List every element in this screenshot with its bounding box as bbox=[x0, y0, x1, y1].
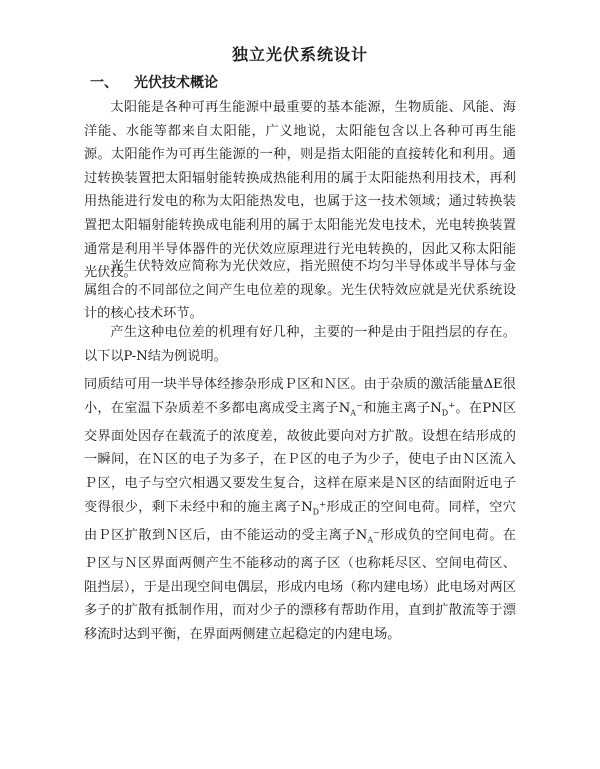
pn-text-d: ⁺形成正的空间电荷。同样，空穴由Ｐ区扩散到Ｎ区后，由不能运动的受主离子N bbox=[84, 499, 516, 543]
document-title: 独立光伏系统设计 bbox=[231, 45, 368, 64]
pn-sub-1: A bbox=[350, 408, 357, 418]
pn-sub-2: D bbox=[441, 408, 449, 418]
section-heading bbox=[90, 72, 218, 92]
pn-sub-3: D bbox=[312, 507, 320, 517]
paragraph-solar-energy: 太阳能是各种可再生能源中最重要的基本能源，生物质能、风能、海洋能、水能等都来自太阳能，广义地说，太阳能包含以上各种可再生能源。太阳能作为可再生能源的一种，则是指太阳能的直接转化和利用。通过转换装置把太阳辐射能转换成热能利用的属于太阳能热利用技术，再利用热能进行发电的称为太阳能热发电，也属于这一技术领域；通过转换装置把太阳辐射能转换成电能利用的属于太阳能光发电技术，光电转换装置通常是利用半导体器件的光伏效应原理进行光电转换的，因此又称太阳能光伏技。 bbox=[84, 100, 516, 281]
paragraph-potential-mechanism: 产生这种电位差的机理有好几种，主要的一种是由于阻挡层的存在。以下以P-N结为例说明。 bbox=[84, 325, 516, 364]
pn-sub-4: A bbox=[367, 535, 374, 545]
paragraph-photovoltaic-effect: 光生伏特效应简称为光伏效应，指光照使不均匀半导体或半导体与金属组合的不同部位之间产生电位差的现象。光生伏特效应就是光伏系统设计的核心技术环节。 bbox=[84, 259, 516, 322]
pn-text-b: ⁻和施主离子N bbox=[356, 400, 442, 416]
pn-text-e: ⁻形成负的空间电荷。在Ｐ区与Ｎ区界面两侧产生不能移动的离子区（也称耗尽区、空间电荷区、阻挡层），于是出现空间电偶层，形成内电场（称内建电场）此电场对两区多子的扩散有抵制作用，而对少子的漂移有帮助作用，直到扩散流等于漂移流时达到平衡，在界面两侧建立起稳定的内建电场。 bbox=[84, 527, 516, 642]
paragraph-pn-junction bbox=[84, 373, 516, 646]
section-number: 一、 bbox=[90, 75, 118, 91]
section-label: 光伏技术概论 bbox=[134, 75, 218, 91]
pn-text-c: ⁺。在PN区交界面处因存在载流子的浓度差，故彼此要向对方扩散。设想在结形成的一瞬间，在Ｎ区的电子为多子，在Ｐ区的电子为少子，使电子由Ｎ区流入Ｐ区，电子与空穴相遇又要发生复合，这样在原来是Ｎ区的结面附近电子变得很少，剩下未经中和的施主离子N bbox=[84, 400, 517, 515]
pn-text-a: 同质结可用一块半导体经掺杂形成Ｐ区和Ｎ区。由于杂质的激活能量ΔE很小，在室温下杂质差不多都电离成受主离子N bbox=[84, 377, 516, 416]
